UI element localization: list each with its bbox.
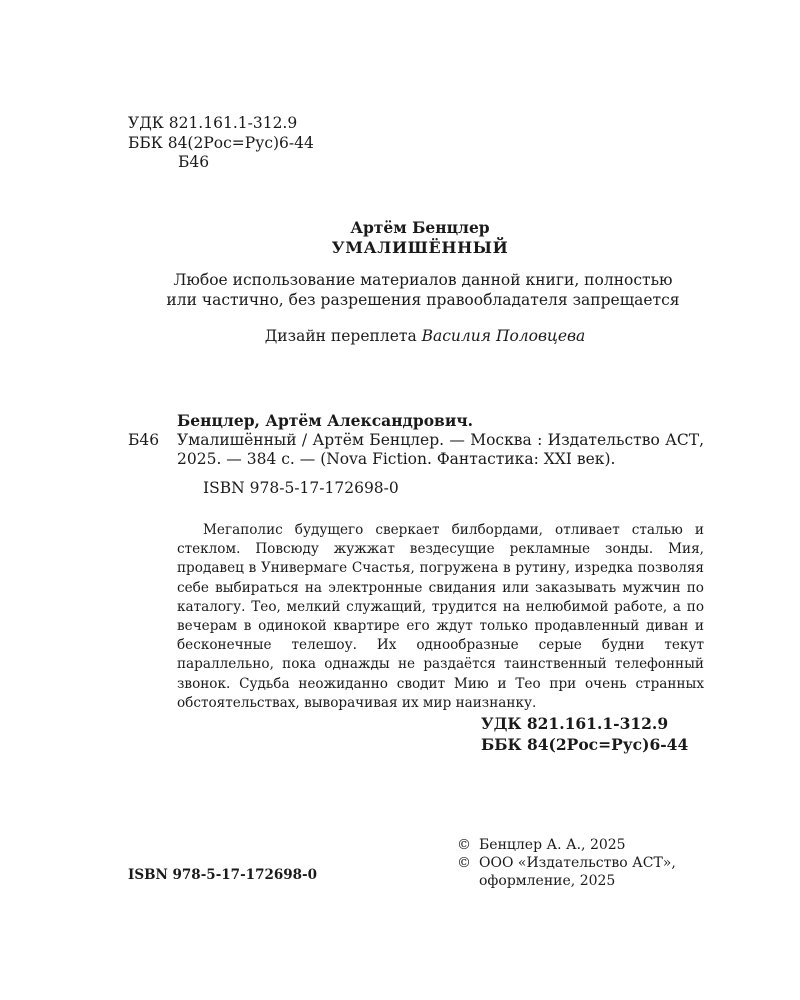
udk-code: УДК 821.161.1-312.9 [128, 114, 298, 132]
entry-description: Умалишённый / Артём Бенцлер. — Москва : Издательство АСТ, 2025. — 384 с. — (Nova Fiction. Фантастика: XXI век). [177, 430, 704, 468]
cover-design-credit [0, 327, 800, 345]
rights-notice-line: или частично, без разрешения правообладателя запрещается [166, 290, 680, 309]
book-title: УМАЛИШЁННЫЙ [331, 238, 509, 257]
author-mark: Б46 [178, 153, 210, 171]
bottom-classification-codes [481, 713, 688, 755]
copyright-author: Бенцлер А. А., 2025 [479, 837, 626, 853]
copyright-author-line [457, 836, 676, 854]
bbk-code: ББК 84(2Рос=Рус)6-44 [128, 133, 314, 152]
title-block [0, 218, 800, 258]
copyright-symbol: © [457, 855, 471, 871]
rights-notice-line: Любое использование материалов данной книги, полностью [173, 271, 673, 289]
bibliographic-entry [128, 431, 704, 470]
cover-design-prefix: Дизайн переплета [264, 327, 422, 345]
bibliographic-record [128, 411, 704, 498]
copyright-block [457, 836, 676, 890]
author-name: Артём Бенцлер [350, 218, 490, 237]
copyright-publisher-line [457, 854, 676, 872]
classification-codes [128, 114, 314, 173]
annotation-text: Мегаполис будущего сверкает билбордами, отливает сталью и стеклом. Повсюду жужжат вездесущие рекламные зонды. Мия, продавец в Универмаге Счастья, погружена в рутину, изредка позволяя себе выбираться на электронные свидания или заказывать мужчин по каталогу. Тео, мелкий служащий, трудится на нелюбимой работе, а по вечерам в одинокой квартире его ждут только продавленный диван и бесконечные телешоу. Их однообразные серые будни текут параллельно, пока однажды не раздаётся таинственный телефонный звонок. Судьба неожиданно сводит Мию и Тео при очень странных обстоятельствах, выворачивая их мир наизнанку. [177, 522, 704, 711]
entry-author-mark: Б46 [128, 430, 160, 449]
entry-isbn: ISBN 978-5-17-172698-0 [203, 478, 399, 497]
bibliographic-heading: Бенцлер, Артём Александрович. [177, 411, 474, 430]
copyright-publisher-continuation: оформление, 2025 [479, 873, 616, 889]
footer-isbn: ISBN 978-5-17-172698-0 [128, 867, 318, 883]
rights-notice [128, 271, 718, 310]
copyright-symbol: © [457, 837, 471, 853]
cover-designer-name: Василия Половцева [421, 327, 586, 345]
copyright-publisher: ООО «Издательство АСТ», [479, 855, 676, 871]
bottom-udk-code: УДК 821.161.1-312.9 [481, 714, 669, 733]
bottom-bbk-code: ББК 84(2Рос=Рус)6-44 [481, 735, 689, 754]
